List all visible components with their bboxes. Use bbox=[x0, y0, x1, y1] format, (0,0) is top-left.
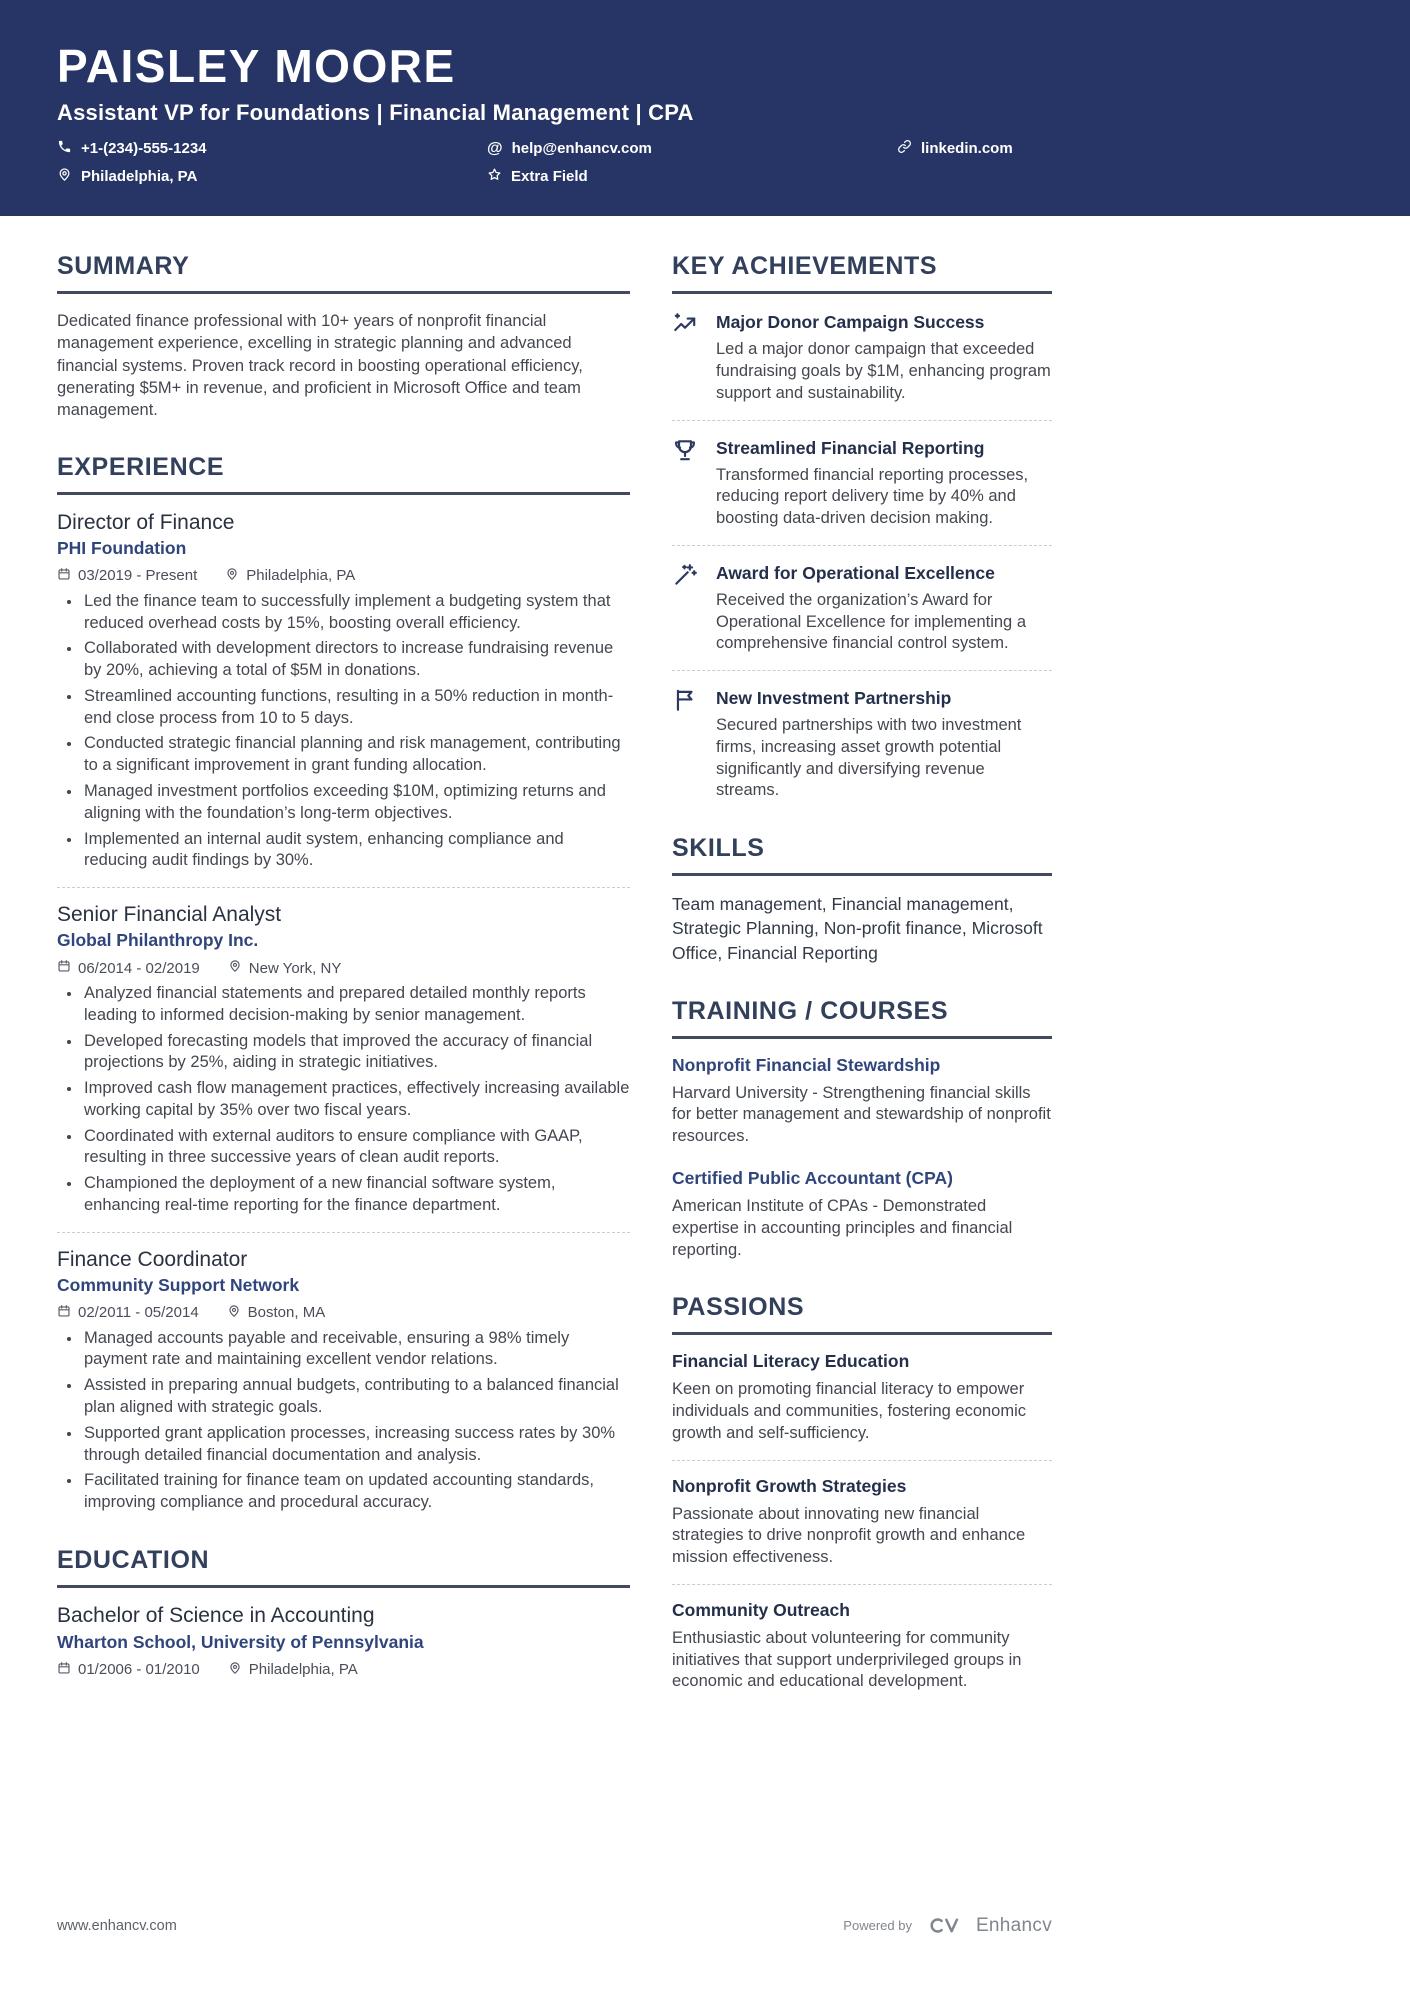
company-name: Global Philanthropy Inc. bbox=[57, 930, 259, 951]
achievement-text: Secured partnerships with two investment firms, increasing asset growth potential significantly and diversifying revenue streams. bbox=[716, 716, 1022, 800]
email-text: help@enhancv.com bbox=[511, 140, 652, 158]
extra-field-text: Extra Field bbox=[511, 168, 588, 186]
at-icon: @ bbox=[487, 139, 503, 157]
dashed-divider bbox=[57, 887, 630, 888]
bullet: • Led the finance team to successfully implement a budgeting system that reduced overhead costs by 15%, boosting overall efficiency. bbox=[82, 591, 630, 635]
bullet: • Implemented an internal audit system, enhancing compliance and reducing audit findings by 30%. bbox=[82, 829, 630, 873]
linkedin-text: linkedin.com bbox=[921, 140, 1013, 158]
location-pin-icon bbox=[57, 167, 72, 186]
bullet: • Managed investment portfolios exceeding $10M, optimizing returns and aligning with the foundation’s long-term objectives. bbox=[82, 781, 630, 825]
course-text: Harvard University - Strengthening financial skills for better management and stewardship of nonprofit resources. bbox=[672, 1083, 1051, 1146]
enhancv-brand-text: Enhancv bbox=[975, 1914, 1052, 1936]
enhancv-logo-icon bbox=[923, 1914, 965, 1937]
job-location: New York, NY bbox=[228, 959, 342, 977]
link-icon bbox=[897, 139, 912, 158]
passion-item bbox=[672, 1600, 1052, 1693]
calendar-icon bbox=[57, 959, 71, 977]
dashed-divider bbox=[57, 1232, 630, 1233]
job-bullets bbox=[57, 591, 630, 872]
experience-entry bbox=[57, 903, 630, 1217]
summary-section bbox=[57, 252, 630, 421]
bullet: • Facilitated training for finance team on updated accounting standards, improving compliance and procedural accuracy. bbox=[82, 1470, 630, 1514]
candidate-title: Assistant VP for Foundations | Financial Management | CPA bbox=[57, 100, 694, 126]
achievement-body bbox=[716, 686, 1052, 802]
education-section bbox=[57, 1546, 630, 1679]
calendar-icon bbox=[57, 567, 71, 585]
bullet: • Developed forecasting models that improved the accuracy of financial projections by 25%, aiding in strategic initiatives. bbox=[82, 1031, 630, 1075]
bullet: • Conducted strategic financial planning and risk management, contributing to a significant improvement in grant funding allocation. bbox=[82, 733, 630, 777]
powered-by bbox=[843, 1914, 1052, 1937]
achievement-body bbox=[716, 561, 1052, 655]
job-dates: 03/2019 - Present bbox=[57, 567, 197, 585]
contact-row-1 bbox=[57, 139, 1353, 158]
growth-arrows-icon bbox=[672, 310, 701, 404]
passion-title: Community Outreach bbox=[672, 1599, 850, 1620]
achievement-title: New Investment Partnership bbox=[716, 688, 952, 709]
job-title: Finance Coordinator bbox=[57, 1247, 248, 1271]
bullet: • Championed the deployment of a new financial software system, enhancing real-time reporting for the finance department. bbox=[82, 1173, 630, 1217]
achievement-title: Major Donor Campaign Success bbox=[716, 312, 985, 333]
passion-title: Financial Literacy Education bbox=[672, 1351, 910, 1372]
location bbox=[57, 167, 487, 186]
passion-text: Passionate about innovating new financial strategies to drive nonprofit growth and enhance mission effectiveness. bbox=[672, 1504, 1026, 1567]
skills-heading: SKILLS bbox=[672, 834, 1052, 876]
job-location: Philadelphia, PA bbox=[225, 567, 355, 585]
passions-heading: PASSIONS bbox=[672, 1293, 1052, 1335]
experience-section bbox=[57, 453, 630, 1514]
achievement-item bbox=[672, 686, 1052, 802]
bullet: • Managed accounts payable and receivable, ensuring a 98% timely payment rate and maintaining excellent vendor relations. bbox=[82, 1328, 630, 1372]
job-dates: 06/2014 - 02/2019 bbox=[57, 959, 200, 977]
achievement-body bbox=[716, 436, 1052, 530]
passion-title: Nonprofit Growth Strategies bbox=[672, 1475, 907, 1496]
dashed-divider bbox=[672, 545, 1052, 546]
location-text: Philadelphia, PA bbox=[81, 168, 198, 186]
course-item bbox=[672, 1168, 1052, 1261]
course-text: American Institute of CPAs - Demonstrated expertise in accounting principles and financial reporting. bbox=[672, 1196, 1013, 1259]
content bbox=[0, 216, 1410, 1725]
website-link[interactable]: www.enhancv.com bbox=[57, 1917, 177, 1934]
achievement-item bbox=[672, 561, 1052, 655]
course-title: Certified Public Accountant (CPA) bbox=[672, 1167, 953, 1188]
calendar-icon bbox=[57, 1661, 71, 1679]
dashed-divider bbox=[672, 1584, 1052, 1585]
dashed-divider bbox=[672, 670, 1052, 671]
phone-text: +1-(234)-555-1234 bbox=[81, 140, 207, 158]
job-meta bbox=[57, 1304, 630, 1322]
skills-section bbox=[672, 834, 1052, 964]
dashed-divider bbox=[672, 1460, 1052, 1461]
job-location: Boston, MA bbox=[227, 1304, 326, 1322]
bullet: • Analyzed financial statements and prepared detailed monthly reports leading to informed decision-making by senior management. bbox=[82, 983, 630, 1027]
powered-by-label: Powered by bbox=[843, 1918, 912, 1933]
company-name: PHI Foundation bbox=[57, 537, 187, 558]
achievement-text: Transformed financial reporting processes, reducing report delivery time by 40% and boosting data-driven decision making. bbox=[716, 465, 1029, 528]
calendar-icon bbox=[57, 1304, 71, 1322]
achievement-text: Received the organization’s Award for Operational Excellence for implementing a comprehensive financial control system. bbox=[716, 590, 1026, 653]
experience-entry bbox=[57, 1248, 630, 1514]
bullet: • Collaborated with development directors to increase fundraising revenue by 20%, achieving a total of $5M in donations. bbox=[82, 638, 630, 682]
course-title: Nonprofit Financial Stewardship bbox=[672, 1054, 941, 1075]
phone-icon bbox=[57, 139, 72, 158]
achievement-title: Award for Operational Excellence bbox=[716, 562, 995, 583]
job-title: Director of Finance bbox=[57, 510, 235, 534]
education-meta bbox=[57, 1661, 630, 1679]
passion-item bbox=[672, 1476, 1052, 1569]
bullet: • Coordinated with external auditors to ensure compliance with GAAP, resulting in three successive years of clean audit reports. bbox=[82, 1126, 630, 1170]
location-pin-icon bbox=[228, 1661, 242, 1679]
achievements-heading: KEY ACHIEVEMENTS bbox=[672, 252, 1052, 294]
training-section bbox=[672, 997, 1052, 1262]
bullet: • Streamlined accounting functions, resulting in a 50% reduction in month-end close process from 10 to 5 days. bbox=[82, 686, 630, 730]
flag-icon bbox=[672, 686, 701, 802]
passion-text: Keen on promoting financial literacy to empower individuals and communities, fostering economic growth and self-sufficiency. bbox=[672, 1380, 1027, 1442]
experience-entry bbox=[57, 511, 630, 872]
education-dates: 01/2006 - 01/2010 bbox=[57, 1661, 200, 1679]
left-column bbox=[57, 252, 630, 1725]
passion-text: Enthusiastic about volunteering for community initiatives that support underprivileged groups in economic and educational development. bbox=[672, 1628, 1022, 1691]
job-title: Senior Financial Analyst bbox=[57, 903, 282, 927]
summary-text: Dedicated finance professional with 10+ years of nonprofit financial management experience, excelling in strategic planning and advanced financial systems. Proven track record in boosting operational efficiency, generating $5M+ in revenue, and proficient in Microsoft Office and team management. bbox=[57, 312, 583, 419]
achievement-body bbox=[716, 310, 1052, 404]
achievement-title: Streamlined Financial Reporting bbox=[716, 437, 985, 458]
footer bbox=[57, 1914, 1052, 1937]
job-meta bbox=[57, 567, 630, 585]
bullet: • Assisted in preparing annual budgets, contributing to a balanced financial plan aligned with strategic goals. bbox=[82, 1375, 630, 1419]
achievement-item bbox=[672, 310, 1052, 404]
education-location: Philadelphia, PA bbox=[228, 1661, 358, 1679]
location-pin-icon bbox=[225, 567, 239, 585]
education-heading: EDUCATION bbox=[57, 1546, 630, 1588]
email-link[interactable] bbox=[487, 140, 897, 157]
achievements-section bbox=[672, 252, 1052, 802]
job-meta bbox=[57, 959, 630, 977]
course-item bbox=[672, 1055, 1052, 1148]
star-icon bbox=[487, 167, 502, 186]
trophy-icon bbox=[672, 436, 701, 530]
company-name: Community Support Network bbox=[57, 1274, 300, 1295]
magic-wand-icon bbox=[672, 561, 701, 655]
achievement-item bbox=[672, 436, 1052, 530]
contact-row-2 bbox=[57, 167, 1353, 186]
extra-field bbox=[487, 167, 897, 186]
skills-list: Team management, Financial management, Strategic Planning, Non-profit finance, Microsoft Office, Financial Reporting bbox=[672, 894, 1043, 963]
header bbox=[0, 0, 1410, 216]
candidate-name: PAISLEY MOORE bbox=[57, 40, 456, 92]
location-pin-icon bbox=[228, 959, 242, 977]
achievement-text: Led a major donor campaign that exceeded fundraising goals by $1M, enhancing program support and sustainability. bbox=[716, 340, 1051, 402]
bullet: • Improved cash flow management practices, effectively increasing available working capital by 35% over two fiscal years. bbox=[82, 1078, 630, 1122]
dashed-divider bbox=[672, 420, 1052, 421]
job-dates: 02/2011 - 05/2014 bbox=[57, 1304, 199, 1322]
passions-section bbox=[672, 1293, 1052, 1693]
degree: Bachelor of Science in Accounting bbox=[57, 1603, 375, 1627]
training-heading: TRAINING / COURSES bbox=[672, 997, 1052, 1039]
job-bullets bbox=[57, 983, 630, 1217]
experience-heading: EXPERIENCE bbox=[57, 453, 630, 495]
linkedin-link[interactable] bbox=[897, 139, 1013, 158]
summary-heading: SUMMARY bbox=[57, 252, 630, 294]
right-column bbox=[672, 252, 1052, 1725]
job-bullets bbox=[57, 1328, 630, 1514]
phone-number bbox=[57, 139, 487, 158]
bullet: • Supported grant application processes, increasing success rates by 30% through detailed financial documentation and analysis. bbox=[82, 1423, 630, 1467]
school-name: Wharton School, University of Pennsylvania bbox=[57, 1631, 424, 1652]
passion-item bbox=[672, 1351, 1052, 1444]
location-pin-icon bbox=[227, 1304, 241, 1322]
